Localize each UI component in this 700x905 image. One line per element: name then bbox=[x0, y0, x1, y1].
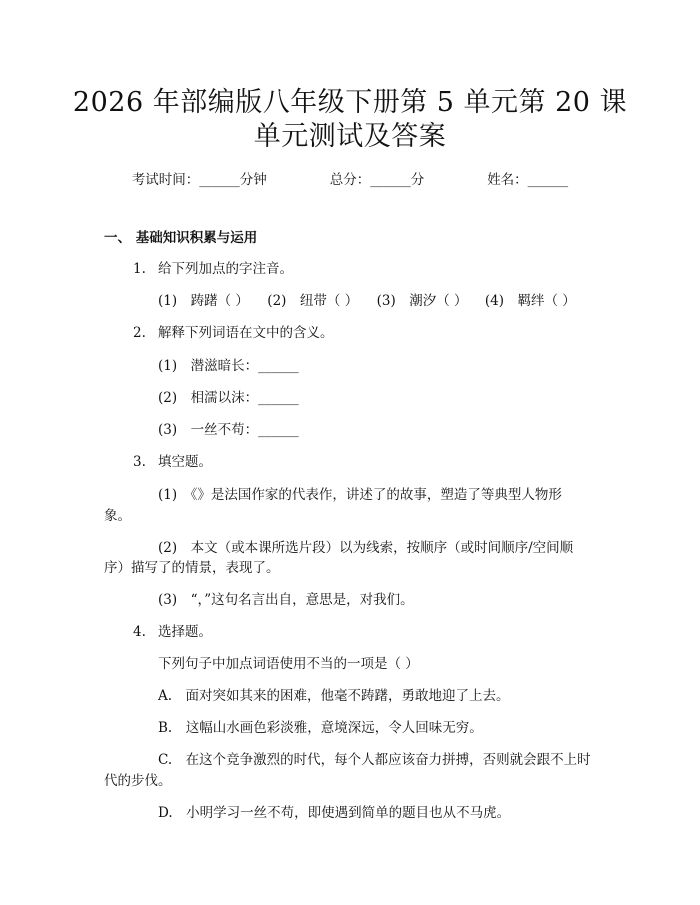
sub-item: (3) 一丝不苟：______ bbox=[158, 422, 299, 438]
section-title: 一、 基础知识积累与运用 bbox=[104, 230, 258, 246]
question-number: 1. bbox=[133, 261, 146, 277]
question-text: 选择题。 bbox=[158, 624, 212, 640]
exam-title-line-2: 单元测试及答案 bbox=[253, 121, 447, 152]
choice-a: A. 面对突如其来的困难，他毫不踌躇，勇敢地迎了上去。 bbox=[158, 688, 510, 704]
choice-c: C. 在这个竞争激烈的时代，每个人都应该奋力拼搏，否则就会跟不上时 bbox=[158, 752, 591, 768]
exam-meta bbox=[0, 168, 700, 188]
choice-d: D. 小明学习一丝不苟，即使遇到简单的题目也从不马虎。 bbox=[158, 805, 511, 821]
fill-item: (3) “，”这句名言出自，意思是，对我们。 bbox=[158, 592, 414, 608]
option-item: (2) 纽带（ ） bbox=[267, 293, 359, 309]
question-number: 2. bbox=[133, 325, 146, 341]
total-score-field: 总分：______分 bbox=[329, 172, 425, 188]
sub-item: (1) 潜滋暗长：______ bbox=[158, 358, 299, 374]
question-text: 解释下列词语在文中的含义。 bbox=[158, 325, 334, 341]
choice-c-continuation: 代的步伐。 bbox=[104, 773, 172, 789]
question-number: 4. bbox=[133, 624, 146, 640]
question-stem: 下列句子中加点词语使用不当的一项是（ ） bbox=[158, 656, 419, 672]
option-item: (1) 踌躇（ ） bbox=[158, 293, 249, 309]
pinyin-options bbox=[158, 291, 576, 311]
fill-item: (2) 本文（或本课所选片段）以为线索，按顺序（或时间顺序/空间顺 bbox=[158, 540, 574, 556]
option-item: (4) 羁绊（ ） bbox=[484, 293, 576, 309]
exam-time-field: 考试时间：______分钟 bbox=[131, 172, 267, 188]
choice-b: B. 这幅山水画色彩淡雅，意境深远，令人回味无穷。 bbox=[158, 720, 483, 736]
fill-item-continuation: 象。 bbox=[104, 508, 131, 524]
option-item: (3) 潮汐（ ） bbox=[376, 293, 468, 309]
fill-item-continuation: 序）描写了的情景，表现了。 bbox=[104, 560, 280, 576]
student-name-field: 姓名：______ bbox=[487, 172, 569, 188]
question-number: 3. bbox=[133, 454, 146, 470]
question-text: 给下列加点的字注音。 bbox=[158, 261, 293, 277]
sub-item: (2) 相濡以沫：______ bbox=[158, 390, 299, 406]
question-text: 填空题。 bbox=[158, 454, 212, 470]
exam-title-line-1: 2026 年部编版八年级下册第 5 单元第 20 课 bbox=[72, 87, 628, 118]
fill-item: (1) 《》是法国作家的代表作，讲述了的故事，塑造了等典型人物形 bbox=[158, 487, 562, 503]
